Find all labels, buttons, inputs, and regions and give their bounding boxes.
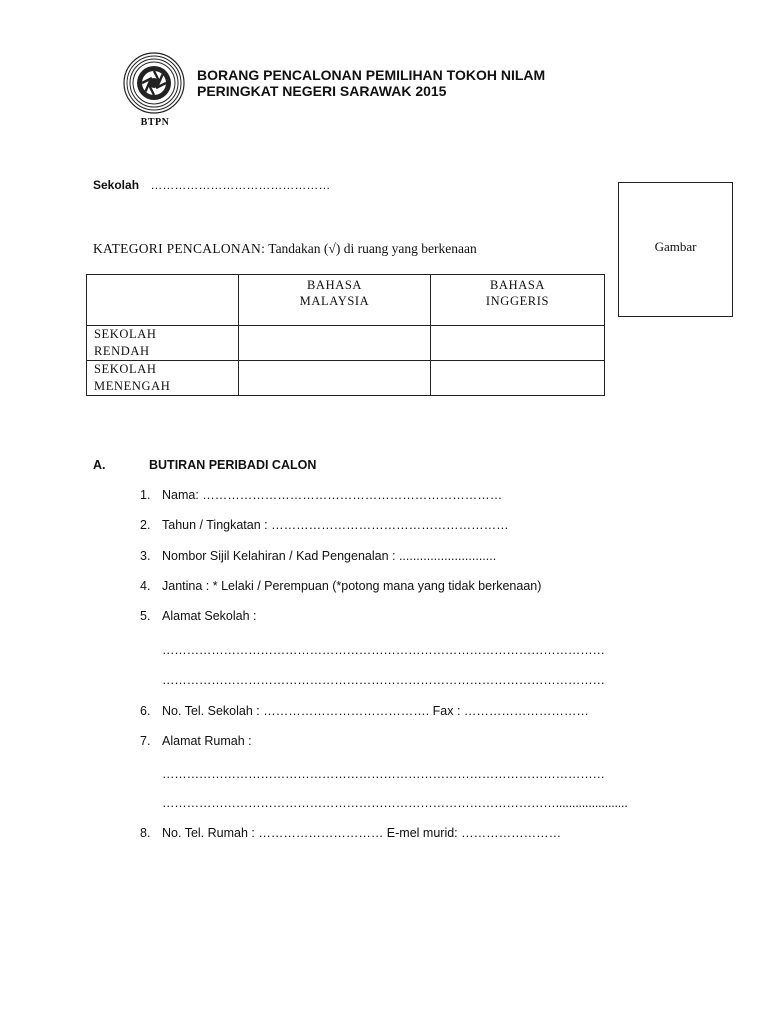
title-line-2: PERINGKAT NEGERI SARAWAK 2015	[197, 83, 447, 99]
field-jantina[interactable]	[140, 579, 541, 593]
checkbox-cell-rendah-inggeris[interactable]	[431, 326, 605, 361]
alamat-sekolah-line-2[interactable]: ………………………………………………………………………………………………	[162, 673, 605, 687]
row-header-line: RENDAH	[94, 344, 150, 358]
photo-box-label: Gambar	[654, 239, 697, 254]
item-text: No. Tel. Sekolah : …………………………………. Fax : …………………………	[162, 704, 589, 718]
col-header-line: INGGERIS	[485, 294, 550, 308]
table-corner-cell	[87, 275, 239, 326]
kategori-table	[86, 274, 605, 396]
col-header-line: BAHASA	[490, 278, 545, 292]
field-alamat-sekolah	[140, 609, 257, 623]
item-text: Nombor Sijil Kelahiran / Kad Pengenalan : ............................	[162, 549, 497, 563]
sekolah-label: Sekolah	[93, 178, 140, 192]
title-line-1: BORANG PENCALONAN PEMILIHAN TOKOH NILAM	[197, 67, 546, 83]
row-header-line: SEKOLAH	[94, 327, 157, 341]
checkbox-cell-menengah-inggeris[interactable]	[431, 361, 605, 396]
item-text: Tahun / Tingkatan : …………………………………………………	[162, 518, 509, 532]
item-text: Alamat Sekolah :	[162, 609, 257, 623]
sekolah-field[interactable]	[93, 178, 330, 192]
alamat-sekolah-line-1[interactable]: ………………………………………………………………………………………………	[162, 643, 605, 657]
row-header-line: MENENGAH	[94, 379, 171, 393]
field-nombor-sijil[interactable]	[140, 549, 496, 563]
row-header-sekolah-menengah	[87, 361, 239, 396]
item-number: 7.	[140, 734, 151, 748]
alamat-rumah-line-2[interactable]: ……………………………………………………………………………………......................	[162, 796, 628, 810]
col-header-line: MALAYSIA	[299, 294, 370, 308]
section-a-letter: A.	[93, 458, 106, 472]
item-text: Alamat Rumah :	[162, 734, 252, 748]
col-header-line: BAHASA	[307, 278, 362, 292]
alamat-rumah-line-1[interactable]: ………………………………………………………………………………………………	[162, 767, 605, 781]
form-title	[197, 67, 545, 99]
kategori-heading	[93, 241, 477, 257]
field-nama[interactable]	[140, 488, 502, 502]
item-number: 2.	[140, 518, 151, 532]
btpn-logo-icon	[123, 52, 185, 114]
sekolah-dots: ………………………………………	[150, 178, 331, 192]
field-tel-sekolah-fax[interactable]	[140, 704, 589, 718]
item-text: No. Tel. Rumah : ………………………… E-mel murid: ……………………	[162, 826, 562, 840]
checkbox-cell-menengah-malaysia[interactable]	[239, 361, 431, 396]
kategori-label: KATEGORI PENCALONAN:	[93, 241, 266, 256]
kategori-instruction: Tandakan (√) di ruang yang berkenaan	[268, 241, 477, 256]
section-a-title: BUTIRAN PERIBADI CALON	[149, 458, 317, 472]
item-number: 5.	[140, 609, 151, 623]
item-number: 4.	[140, 579, 151, 593]
checkbox-cell-rendah-malaysia[interactable]	[239, 326, 431, 361]
item-number: 3.	[140, 549, 151, 563]
field-tahun-tingkatan[interactable]	[140, 518, 509, 532]
logo-caption: BTPN	[140, 117, 170, 128]
item-number: 1.	[140, 488, 151, 502]
field-tel-rumah-emel[interactable]	[140, 826, 561, 840]
item-number: 8.	[140, 826, 151, 840]
photo-box	[618, 182, 733, 317]
item-number: 6.	[140, 704, 151, 718]
row-header-sekolah-rendah	[87, 326, 239, 361]
field-alamat-rumah	[140, 734, 252, 748]
row-header-line: SEKOLAH	[94, 362, 157, 376]
col-header-bahasa-malaysia	[239, 275, 431, 326]
item-text: Nama: ………………………………………………………………	[162, 488, 503, 502]
col-header-bahasa-inggeris	[431, 275, 605, 326]
item-text: Jantina : * Lelaki / Perempuan (*potong mana yang tidak berkenaan)	[162, 579, 542, 593]
section-a-heading	[93, 458, 317, 472]
